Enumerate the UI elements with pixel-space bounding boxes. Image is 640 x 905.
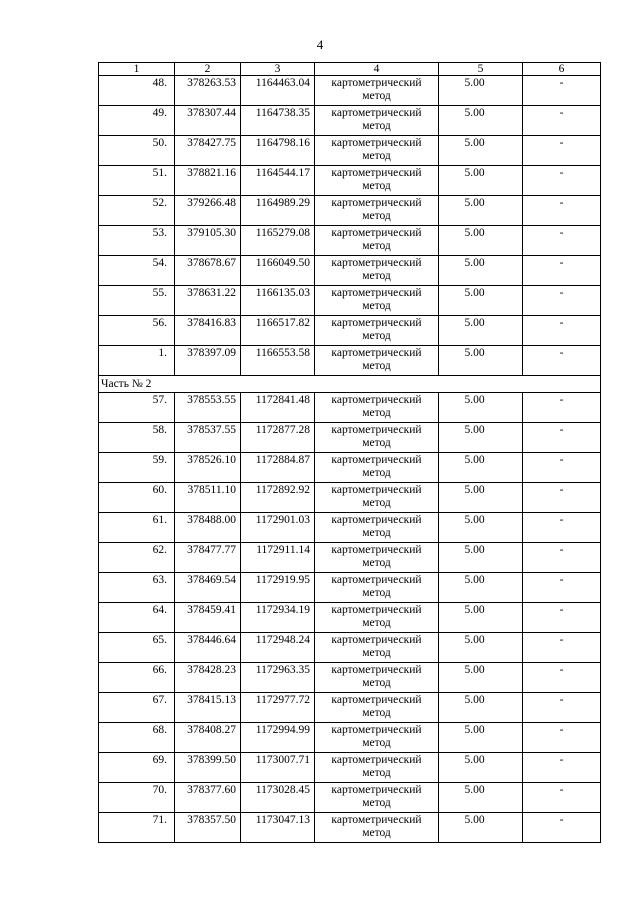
y-coordinate-cell: 1172884.87: [241, 453, 315, 483]
note-cell: -: [523, 166, 601, 196]
x-coordinate-cell: 378477.77: [175, 543, 241, 573]
point-number-cell: 49.: [99, 106, 175, 136]
method-line-2: метод: [362, 557, 391, 569]
table-row: [99, 573, 601, 603]
method-cell: [315, 513, 439, 543]
note-cell: -: [523, 256, 601, 286]
x-coordinate-cell: 378511.10: [175, 483, 241, 513]
method-line-1: картометрический: [331, 317, 422, 329]
y-coordinate-cell: 1172994.99: [241, 723, 315, 753]
note-cell: -: [523, 286, 601, 316]
y-coordinate-cell: 1172911.14: [241, 543, 315, 573]
y-coordinate-cell: 1172841.48: [241, 393, 315, 423]
method-line-1: картометрический: [331, 664, 422, 676]
method-line-2: метод: [362, 180, 391, 192]
method-line-2: метод: [362, 527, 391, 539]
accuracy-cell: 5.00: [439, 106, 523, 136]
table-row: [99, 603, 601, 633]
method-line-2: метод: [362, 587, 391, 599]
note-cell: -: [523, 316, 601, 346]
point-number-cell: 48.: [99, 76, 175, 106]
y-coordinate-cell: 1173007.71: [241, 753, 315, 783]
table-row: [99, 483, 601, 513]
coordinates-table: [98, 62, 601, 843]
method-line-2: метод: [362, 90, 391, 102]
method-line-1: картометрический: [331, 77, 422, 89]
accuracy-cell: 5.00: [439, 543, 523, 573]
method-line-1: картометрический: [331, 287, 422, 299]
method-cell: [315, 286, 439, 316]
accuracy-cell: 5.00: [439, 813, 523, 843]
method-cell: [315, 693, 439, 723]
x-coordinate-cell: 378446.64: [175, 633, 241, 663]
note-cell: -: [523, 663, 601, 693]
accuracy-cell: 5.00: [439, 226, 523, 256]
method-line-2: метод: [362, 360, 391, 372]
accuracy-cell: 5.00: [439, 316, 523, 346]
point-number-cell: 65.: [99, 633, 175, 663]
point-number-cell: 64.: [99, 603, 175, 633]
y-coordinate-cell: 1172948.24: [241, 633, 315, 663]
point-number-cell: 66.: [99, 663, 175, 693]
x-coordinate-cell: 379266.48: [175, 196, 241, 226]
table-row: [99, 76, 601, 106]
accuracy-cell: 5.00: [439, 783, 523, 813]
method-line-1: картометрический: [331, 514, 422, 526]
accuracy-cell: 5.00: [439, 136, 523, 166]
method-line-1: картометрический: [331, 574, 422, 586]
note-cell: -: [523, 196, 601, 226]
table-row: [99, 423, 601, 453]
y-coordinate-cell: 1172892.92: [241, 483, 315, 513]
y-coordinate-cell: 1166049.50: [241, 256, 315, 286]
method-line-2: метод: [362, 767, 391, 779]
method-line-2: метод: [362, 467, 391, 479]
table-row: [99, 723, 601, 753]
table-row: [99, 226, 601, 256]
method-cell: [315, 196, 439, 226]
method-line-2: метод: [362, 677, 391, 689]
point-number-cell: 56.: [99, 316, 175, 346]
x-coordinate-cell: 378408.27: [175, 723, 241, 753]
x-coordinate-cell: 378428.23: [175, 663, 241, 693]
x-coordinate-cell: 378526.10: [175, 453, 241, 483]
point-number-cell: 55.: [99, 286, 175, 316]
note-cell: -: [523, 106, 601, 136]
method-line-2: метод: [362, 120, 391, 132]
note-cell: -: [523, 423, 601, 453]
x-coordinate-cell: 378469.54: [175, 573, 241, 603]
point-number-cell: 59.: [99, 453, 175, 483]
point-number-cell: 50.: [99, 136, 175, 166]
table-row: [99, 136, 601, 166]
page-number: 4: [316, 37, 324, 52]
method-line-2: метод: [362, 437, 391, 449]
y-coordinate-cell: 1172901.03: [241, 513, 315, 543]
table-row: [99, 453, 601, 483]
method-cell: [315, 753, 439, 783]
accuracy-cell: 5.00: [439, 513, 523, 543]
x-coordinate-cell: 378459.41: [175, 603, 241, 633]
table-header-row: [99, 63, 601, 76]
x-coordinate-cell: 378488.00: [175, 513, 241, 543]
point-number-cell: 54.: [99, 256, 175, 286]
y-coordinate-cell: 1166553.58: [241, 346, 315, 376]
method-line-1: картометрический: [331, 227, 422, 239]
point-number-cell: 68.: [99, 723, 175, 753]
method-line-2: метод: [362, 497, 391, 509]
note-cell: -: [523, 603, 601, 633]
method-line-2: метод: [362, 150, 391, 162]
method-line-1: картометрический: [331, 634, 422, 646]
x-coordinate-cell: 378307.44: [175, 106, 241, 136]
method-line-1: картометрический: [331, 484, 422, 496]
x-coordinate-cell: 378377.60: [175, 783, 241, 813]
note-cell: -: [523, 783, 601, 813]
x-coordinate-cell: 378537.55: [175, 423, 241, 453]
note-cell: -: [523, 136, 601, 166]
table-row: [99, 633, 601, 663]
method-line-2: метод: [362, 330, 391, 342]
method-line-1: картометрический: [331, 754, 422, 766]
method-line-1: картометрический: [331, 544, 422, 556]
note-cell: -: [523, 513, 601, 543]
method-line-1: картометрический: [331, 167, 422, 179]
method-line-1: картометрический: [331, 394, 422, 406]
method-line-2: метод: [362, 827, 391, 839]
x-coordinate-cell: 378263.53: [175, 76, 241, 106]
note-cell: -: [523, 693, 601, 723]
method-line-1: картометрический: [331, 604, 422, 616]
table-row: [99, 753, 601, 783]
header-cell: 1: [99, 63, 175, 76]
method-cell: [315, 423, 439, 453]
x-coordinate-cell: 378631.22: [175, 286, 241, 316]
point-number-cell: 60.: [99, 483, 175, 513]
method-line-2: метод: [362, 617, 391, 629]
y-coordinate-cell: 1164738.35: [241, 106, 315, 136]
method-line-1: картометрический: [331, 694, 422, 706]
table-row: [99, 663, 601, 693]
method-cell: [315, 166, 439, 196]
method-cell: [315, 453, 439, 483]
y-coordinate-cell: 1172977.72: [241, 693, 315, 723]
accuracy-cell: 5.00: [439, 423, 523, 453]
x-coordinate-cell: 379105.30: [175, 226, 241, 256]
method-cell: [315, 393, 439, 423]
y-coordinate-cell: 1166517.82: [241, 316, 315, 346]
accuracy-cell: 5.00: [439, 603, 523, 633]
method-line-2: метод: [362, 240, 391, 252]
point-number-cell: 67.: [99, 693, 175, 723]
table-row: [99, 316, 601, 346]
y-coordinate-cell: 1165279.08: [241, 226, 315, 256]
table-row: [99, 543, 601, 573]
method-line-1: картометрический: [331, 724, 422, 736]
note-cell: -: [523, 543, 601, 573]
accuracy-cell: 5.00: [439, 256, 523, 286]
y-coordinate-cell: 1166135.03: [241, 286, 315, 316]
method-line-2: метод: [362, 407, 391, 419]
accuracy-cell: 5.00: [439, 286, 523, 316]
coordinates-table-body: [99, 63, 601, 843]
table-row: [99, 346, 601, 376]
method-cell: [315, 346, 439, 376]
point-number-cell: 61.: [99, 513, 175, 543]
accuracy-cell: 5.00: [439, 393, 523, 423]
y-coordinate-cell: 1172877.28: [241, 423, 315, 453]
note-cell: -: [523, 573, 601, 603]
accuracy-cell: 5.00: [439, 166, 523, 196]
method-line-1: картометрический: [331, 107, 422, 119]
method-line-1: картометрический: [331, 424, 422, 436]
y-coordinate-cell: 1164989.29: [241, 196, 315, 226]
note-cell: -: [523, 346, 601, 376]
accuracy-cell: 5.00: [439, 723, 523, 753]
method-line-1: картометрический: [331, 347, 422, 359]
method-line-1: картометрический: [331, 197, 422, 209]
x-coordinate-cell: 378821.16: [175, 166, 241, 196]
table-row: [99, 513, 601, 543]
method-cell: [315, 813, 439, 843]
method-cell: [315, 573, 439, 603]
accuracy-cell: 5.00: [439, 76, 523, 106]
note-cell: -: [523, 753, 601, 783]
header-cell: 5: [439, 63, 523, 76]
table-row: [99, 106, 601, 136]
method-line-1: картометрический: [331, 784, 422, 796]
point-number-cell: 52.: [99, 196, 175, 226]
note-cell: -: [523, 483, 601, 513]
method-cell: [315, 603, 439, 633]
y-coordinate-cell: 1172934.19: [241, 603, 315, 633]
method-cell: [315, 316, 439, 346]
point-number-cell: 63.: [99, 573, 175, 603]
accuracy-cell: 5.00: [439, 196, 523, 226]
table-row: [99, 166, 601, 196]
method-cell: [315, 633, 439, 663]
accuracy-cell: 5.00: [439, 663, 523, 693]
method-line-1: картометрический: [331, 257, 422, 269]
table-row: [99, 196, 601, 226]
x-coordinate-cell: 378399.50: [175, 753, 241, 783]
x-coordinate-cell: 378357.50: [175, 813, 241, 843]
method-cell: [315, 663, 439, 693]
point-number-cell: 58.: [99, 423, 175, 453]
section-label: Часть № 2: [99, 376, 601, 393]
y-coordinate-cell: 1172963.35: [241, 663, 315, 693]
note-cell: -: [523, 453, 601, 483]
accuracy-cell: 5.00: [439, 633, 523, 663]
accuracy-cell: 5.00: [439, 573, 523, 603]
method-cell: [315, 106, 439, 136]
accuracy-cell: 5.00: [439, 693, 523, 723]
method-line-2: метод: [362, 270, 391, 282]
header-cell: 6: [523, 63, 601, 76]
point-number-cell: 53.: [99, 226, 175, 256]
y-coordinate-cell: 1164544.17: [241, 166, 315, 196]
point-number-cell: 57.: [99, 393, 175, 423]
point-number-cell: 62.: [99, 543, 175, 573]
method-line-1: картометрический: [331, 454, 422, 466]
table-row: [99, 813, 601, 843]
method-line-1: картометрический: [331, 137, 422, 149]
accuracy-cell: 5.00: [439, 346, 523, 376]
header-cell: 4: [315, 63, 439, 76]
point-number-cell: 69.: [99, 753, 175, 783]
method-cell: [315, 723, 439, 753]
header-cell: 3: [241, 63, 315, 76]
note-cell: -: [523, 226, 601, 256]
point-number-cell: 1.: [99, 346, 175, 376]
y-coordinate-cell: 1164463.04: [241, 76, 315, 106]
y-coordinate-cell: 1173028.45: [241, 783, 315, 813]
accuracy-cell: 5.00: [439, 753, 523, 783]
x-coordinate-cell: 378415.13: [175, 693, 241, 723]
point-number-cell: 70.: [99, 783, 175, 813]
method-line-2: метод: [362, 707, 391, 719]
point-number-cell: 51.: [99, 166, 175, 196]
x-coordinate-cell: 378427.75: [175, 136, 241, 166]
method-line-2: метод: [362, 737, 391, 749]
method-line-2: метод: [362, 797, 391, 809]
x-coordinate-cell: 378678.67: [175, 256, 241, 286]
y-coordinate-cell: 1172919.95: [241, 573, 315, 603]
method-line-2: метод: [362, 300, 391, 312]
point-number-cell: 71.: [99, 813, 175, 843]
method-cell: [315, 543, 439, 573]
note-cell: -: [523, 76, 601, 106]
note-cell: -: [523, 813, 601, 843]
table-row: [99, 256, 601, 286]
header-cell: 2: [175, 63, 241, 76]
table-row: [99, 783, 601, 813]
method-line-2: метод: [362, 647, 391, 659]
method-cell: [315, 256, 439, 286]
x-coordinate-cell: 378553.55: [175, 393, 241, 423]
accuracy-cell: 5.00: [439, 483, 523, 513]
method-cell: [315, 783, 439, 813]
note-cell: -: [523, 393, 601, 423]
method-cell: [315, 226, 439, 256]
method-cell: [315, 76, 439, 106]
y-coordinate-cell: 1173047.13: [241, 813, 315, 843]
method-cell: [315, 136, 439, 166]
table-row: [99, 286, 601, 316]
x-coordinate-cell: 378416.83: [175, 316, 241, 346]
note-cell: -: [523, 633, 601, 663]
accuracy-cell: 5.00: [439, 453, 523, 483]
table-row: [99, 693, 601, 723]
note-cell: -: [523, 723, 601, 753]
method-line-2: метод: [362, 210, 391, 222]
x-coordinate-cell: 378397.09: [175, 346, 241, 376]
y-coordinate-cell: 1164798.16: [241, 136, 315, 166]
method-line-1: картометрический: [331, 814, 422, 826]
method-cell: [315, 483, 439, 513]
table-row: [99, 393, 601, 423]
section-row: [99, 376, 601, 393]
